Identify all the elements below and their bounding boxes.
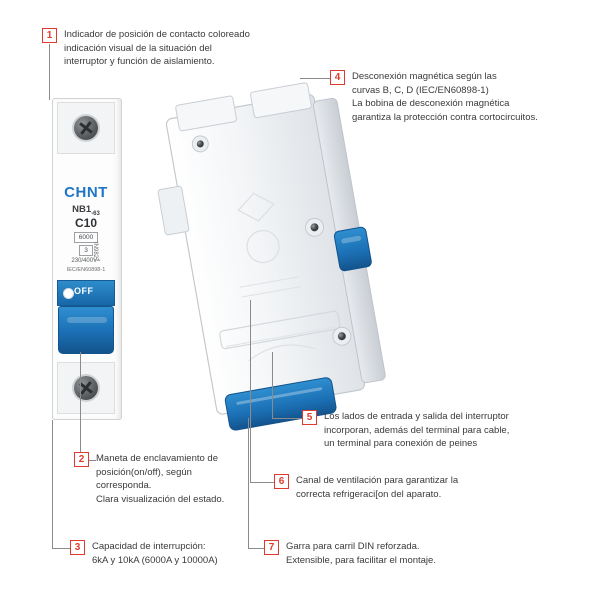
leader-3-horizontal xyxy=(52,548,70,549)
callout-1-line-2: indicación visual de la situación del xyxy=(64,42,212,54)
callout-4-line-2: curvas B, C, D (IEC/EN60898-1) xyxy=(352,84,489,96)
leader-3-vertical xyxy=(52,420,53,548)
callout-1-line-3: interruptor y función de aislamiento. xyxy=(64,56,215,67)
callout-5 xyxy=(302,410,509,451)
switch-state-label: OFF xyxy=(74,286,94,296)
callout-7-text xyxy=(286,540,436,567)
model-suffix: -63 xyxy=(91,210,100,217)
callout-6-text xyxy=(296,474,458,501)
callout-4-line-1: Desconexión magnética según las xyxy=(352,71,497,82)
callout-5-line-2: incorporan, además del terminal para cable, xyxy=(324,424,510,436)
callout-2-line-3: corresponda. xyxy=(96,480,152,491)
callout-7 xyxy=(264,540,436,567)
callout-2-line-4: Clara visualización del estado. xyxy=(96,493,225,505)
leader-6-horizontal xyxy=(250,482,274,483)
screw-head-icon xyxy=(74,376,98,400)
model-name: NB1 xyxy=(72,204,92,215)
callout-7-number: 7 xyxy=(264,540,279,555)
callout-7-line-1: Garra para carril DIN reforzada. xyxy=(286,541,420,552)
callout-2-text xyxy=(96,452,224,506)
callout-3-line-1: Capacidad de interrupción: xyxy=(92,541,206,552)
callout-6 xyxy=(274,474,458,501)
top-terminal xyxy=(57,102,115,154)
callout-6-line-1: Canal de ventilación para garantizar la xyxy=(296,475,459,486)
leader-2-vertical xyxy=(80,352,81,460)
callout-4-line-3: La bobina de desconexión magnética xyxy=(352,98,510,109)
position-indicator-icon xyxy=(63,288,74,299)
breaker-perspective-view xyxy=(152,80,452,440)
side-code-label: IN9827 xyxy=(92,242,98,262)
callout-2 xyxy=(74,452,224,506)
callout-7-line-2: Extensible, para facilitar el montaje. xyxy=(286,554,436,566)
energy-class-box: 3 xyxy=(79,245,93,256)
callout-4 xyxy=(330,70,538,124)
callout-2-number: 2 xyxy=(74,452,89,467)
callout-5-line-1: Los lados de entrada y salida del interruptor xyxy=(324,411,509,422)
leader-5-horizontal xyxy=(272,418,302,419)
leader-6-vertical xyxy=(250,300,251,482)
leader-4-horizontal xyxy=(300,78,330,79)
breaker-illustration xyxy=(152,80,452,440)
callout-6-line-2: correcta refrigeraci[on del aparato. xyxy=(296,488,442,500)
callout-4-line-4: garantiza la protección contra cortocircuitos. xyxy=(352,111,538,123)
screw-head-icon xyxy=(74,116,98,140)
leader-5-vertical xyxy=(272,352,273,418)
brand-logo: CHNT xyxy=(64,184,108,201)
callout-1-number: 1 xyxy=(42,28,57,43)
bottom-terminal xyxy=(57,362,115,414)
callout-3-number: 3 xyxy=(70,540,85,555)
voltage-label: 230/400V~ xyxy=(71,258,101,264)
toggle-lever-icon[interactable] xyxy=(58,306,114,354)
rating-label: C10 xyxy=(74,216,97,230)
callout-1-line-1: Indicador de posición de contacto coloreado xyxy=(64,29,250,40)
callout-3-line-2: 6kA y 10kA (6000A y 10000A) xyxy=(92,554,218,566)
callout-6-number: 6 xyxy=(274,474,289,489)
callout-3-text xyxy=(92,540,218,567)
callout-5-number: 5 xyxy=(302,410,317,425)
leader-7-horizontal xyxy=(248,548,264,549)
callout-2-line-2: posición(on/off), según xyxy=(96,466,192,478)
callout-4-number: 4 xyxy=(330,70,345,85)
callout-5-text xyxy=(324,410,509,451)
callout-4-text xyxy=(352,70,538,124)
callout-2-line-1: Maneta de enclavamiento de xyxy=(96,453,218,464)
breaking-capacity-box: 6000 xyxy=(74,232,98,243)
callout-3 xyxy=(70,540,218,567)
standard-label: IEC/EN60898-1 xyxy=(66,267,106,273)
leader-7-vertical xyxy=(248,418,249,548)
callout-1-text xyxy=(64,28,250,69)
model-label xyxy=(52,204,120,217)
callout-1 xyxy=(42,28,250,69)
breaker-front-view xyxy=(52,98,120,418)
callout-5-line-3: un terminal para conexión de peines xyxy=(324,438,478,449)
